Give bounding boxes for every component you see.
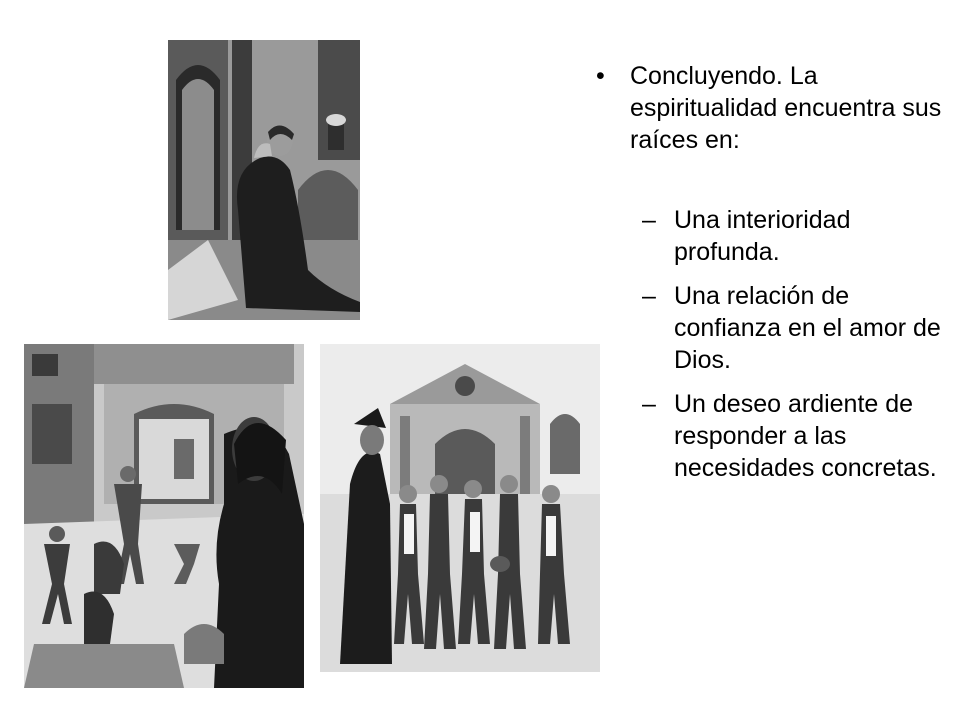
sub-bullet-text: Un deseo ardiente de responder a las necesidades concretas. bbox=[674, 390, 937, 482]
sub-bullet bbox=[596, 388, 952, 484]
sub-bullet-marker: – bbox=[642, 282, 656, 310]
bullet-list bbox=[596, 60, 952, 496]
illustration-street-scene bbox=[24, 344, 304, 688]
sub-bullet-marker: – bbox=[642, 390, 656, 418]
sub-bullet bbox=[596, 204, 952, 268]
bullet-marker: • bbox=[596, 62, 605, 90]
sub-bullet-text: Una interioridad profunda. bbox=[674, 206, 851, 266]
sub-bullet-text: Una relación de confianza en el amor de Dios. bbox=[674, 282, 941, 374]
illustration-man-praying bbox=[168, 40, 360, 320]
illustration-priest-with-boys bbox=[320, 344, 600, 672]
main-bullet-text: Concluyendo. La espiritualidad encuentra sus raíces en: bbox=[630, 62, 942, 154]
sub-bullet-marker: – bbox=[642, 206, 656, 234]
sub-bullet bbox=[596, 280, 952, 376]
main-bullet bbox=[596, 60, 952, 156]
